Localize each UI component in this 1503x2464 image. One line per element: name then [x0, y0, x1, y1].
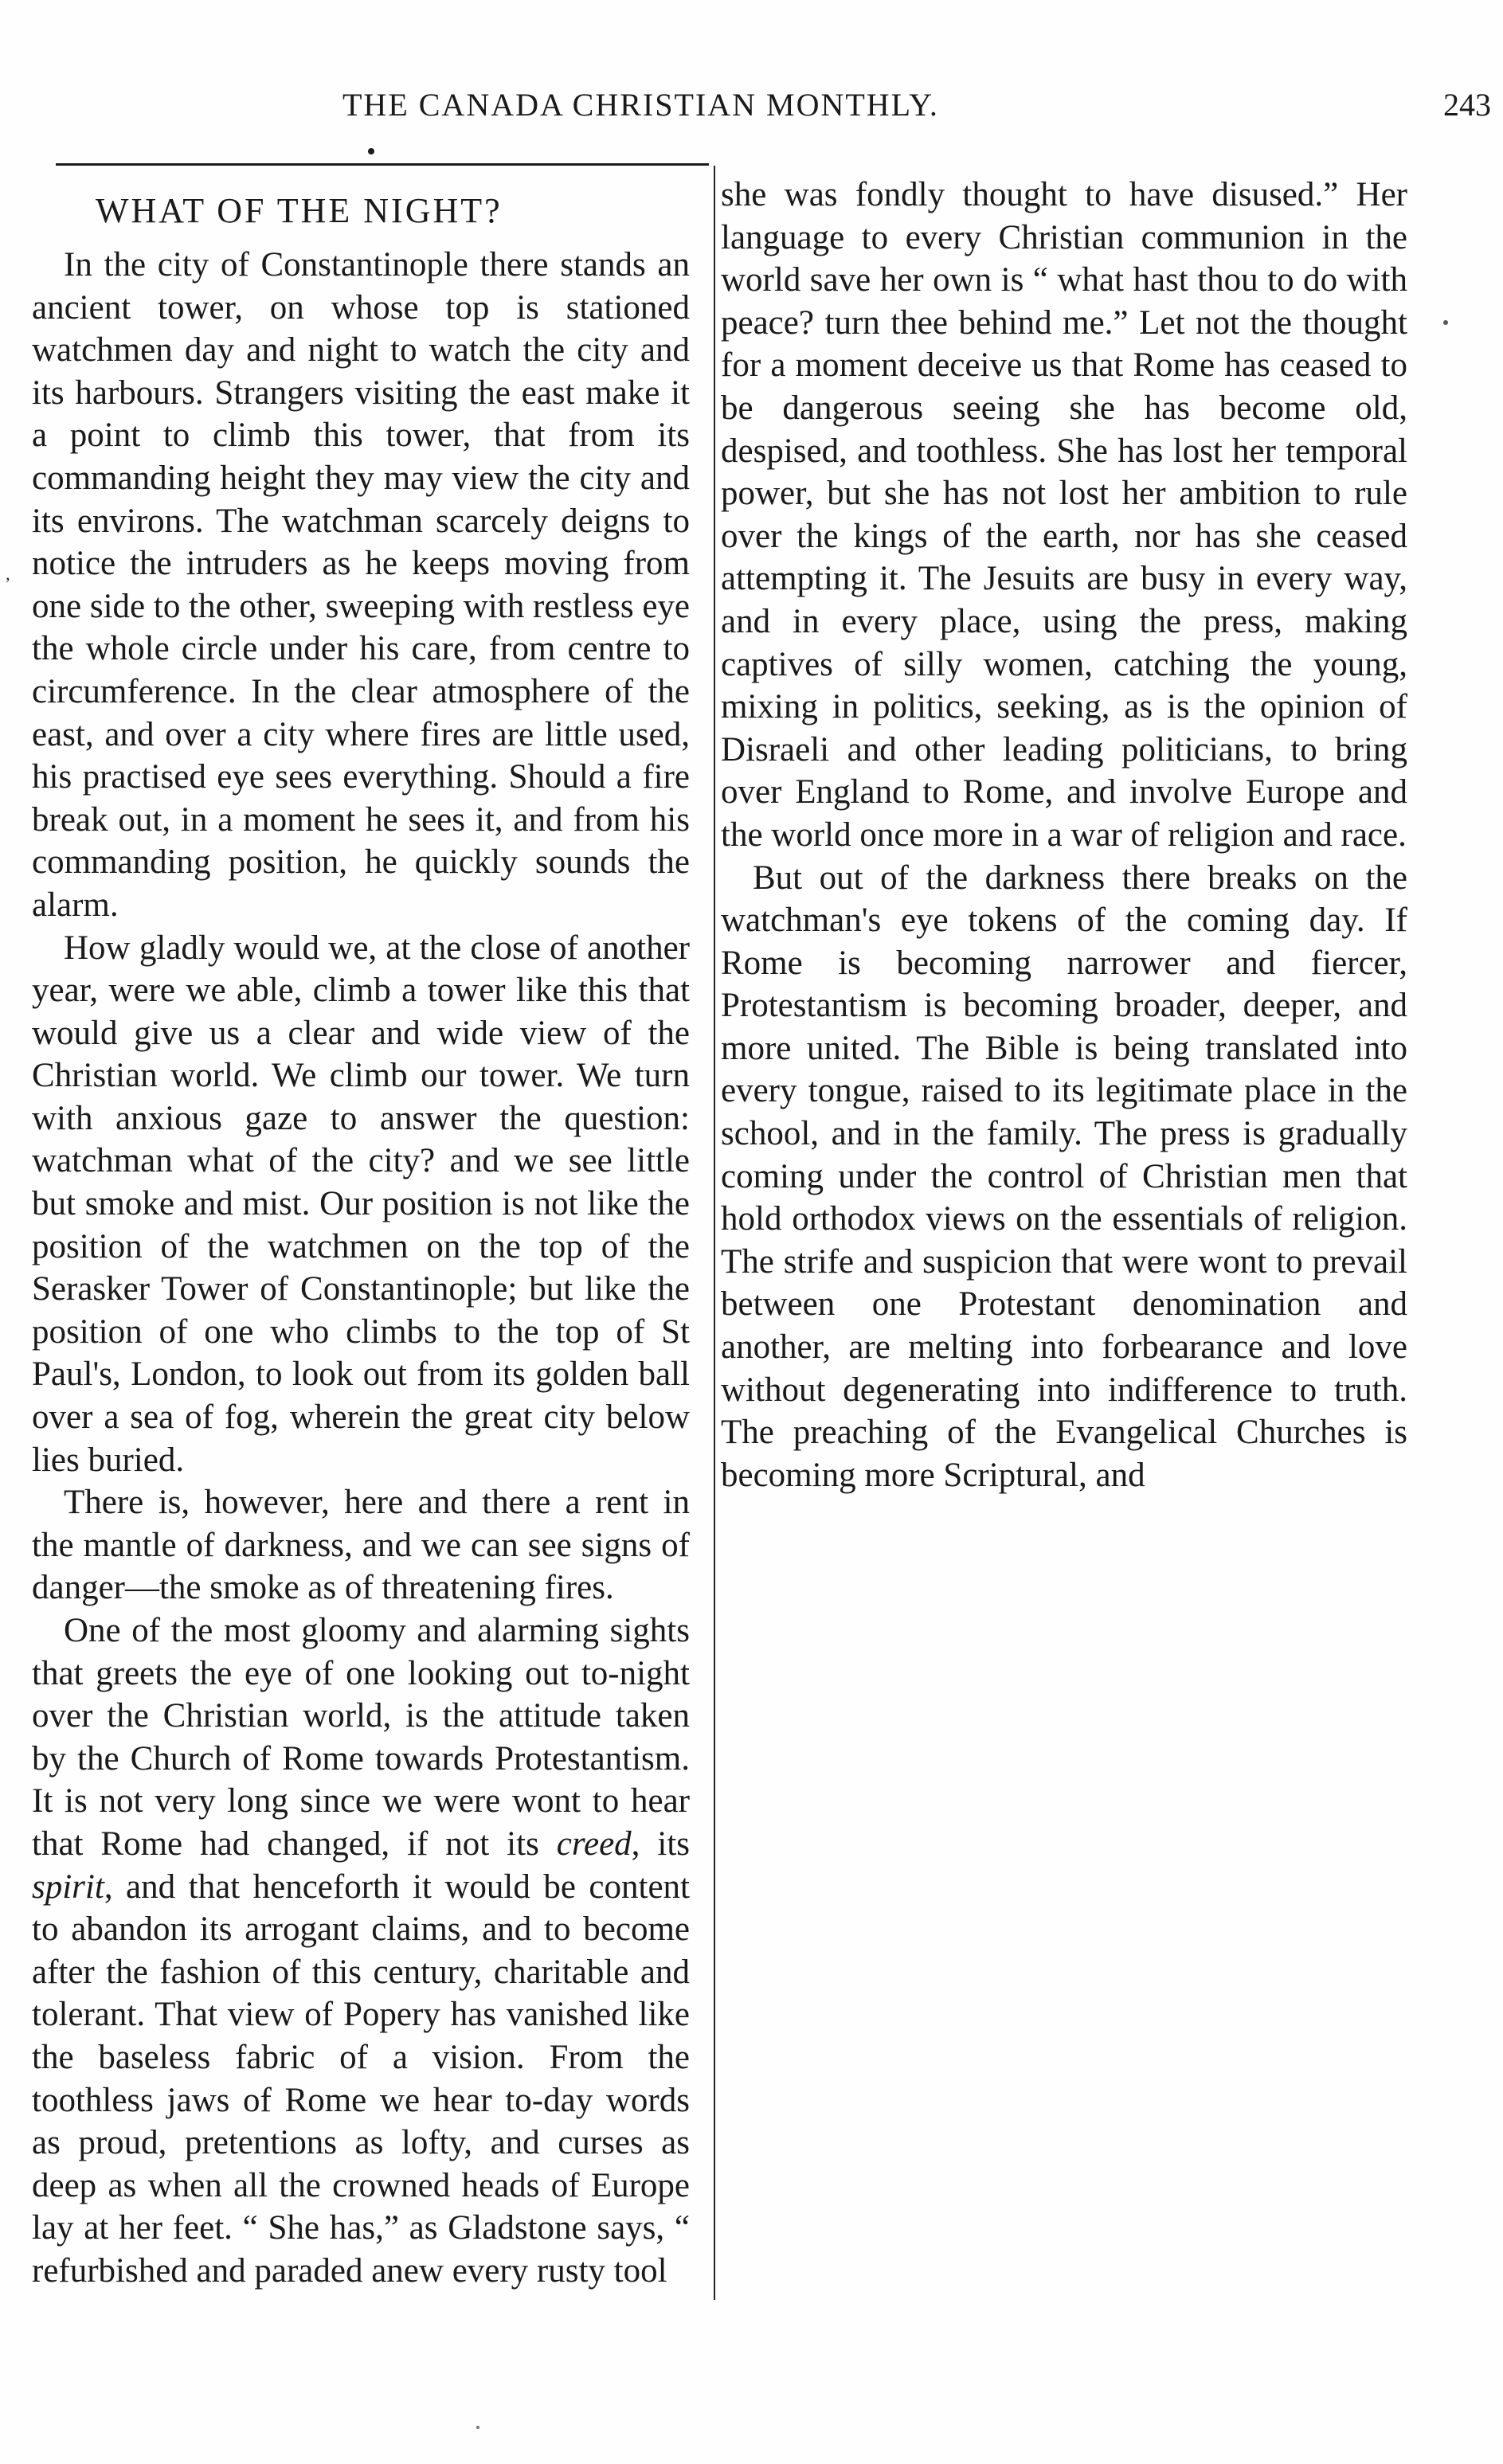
running-title: THE CANADA CHRISTIAN MONTHLY.	[342, 87, 939, 123]
margin-mark: ’	[5, 573, 11, 593]
paragraph-4-start	[32, 1609, 690, 2293]
paragraph-4-text: , its	[631, 1825, 690, 1863]
article-title: WHAT OF THE NIGHT?	[96, 191, 503, 230]
header-ornament-dot	[368, 148, 374, 154]
paragraph-5: But out of the darkness there breaks on the watchman's eye tokens of the coming day. If Rome is becoming narrower and fiercer, Protestantism is becoming broader, deeper, and more united. The Bible is being translated into every tongue, raised to its legitimate place in the school, and in the family. The press is gradually coming under the control of Christian men that hold orthodox views on the essentials of religion. The strife and suspicion that were wont to prevail between one Protestant denomination and another, are melting into forbearance and love without degenerating into indifference to truth. The preaching of the Evangelical Churches is becoming more Scriptural, and	[721, 858, 1407, 1494]
speck-mark	[476, 2426, 479, 2429]
page-number: 243	[1443, 87, 1491, 123]
paragraph-4-text: , and that henceforth it would be content to abandon its arrogant claims, and to become after the fashion of this century, charitable and tolerant. That view of Popery has vanished like the baseless fabric of a vision. From the toothless jaws of Rome we hear to-day words as proud, pretentions as lofty, and curses as deep as when all the crowned heads of Europe lay at her feet. “ She has,” as Gladstone says, “ refurbished and paraded anew every rusty tool	[32, 1868, 690, 2290]
paragraph-2: How gladly would we, at the close of another year, were we able, climb a tower like this that would give us a clear and wide view of the Christian world. We climb our tower. We turn with anxious gaze to answer the question: watchman what of the city? and we see little but smoke and mist. Our position is not like the position of the watchmen on the top of the Serasker Tower of Constantinople; but like the position of one who climbs to the top of St Paul's, London, to look out from its golden ball over a sea of fog, wherein the great city below lies buried.	[32, 929, 690, 1479]
paragraph-4-text: One of the most gloomy and alarming sights that greets the eye of one looking out to-night over the Christian world, is the attitude taken by the Church of Rome towards Protestantism. It is not very long since we were wont to hear that Rome had changed, if not its	[32, 1612, 690, 1863]
column-divider	[714, 166, 715, 2300]
paragraph-4-text: she was fondly thought to have disused.” Her language to every Christian communion in the world save her own is “ what hast thou to do with peace? turn thee behind me.” Let not the thought for a moment deceive us that Rome has ceased to be dangerous seeing she has become old, despised, and toothless. She has lost her temporal power, but she has not lost her ambition to rule over the kings of the earth, nor has she ceased attempting it. The Jesuits are busy in every way, and in every place, using the press, making captives of silly women, catching the young, mixing in politics, seeking, as is the opinion of Disraeli and other leading politicians, to bring over England to Rome, and involve Europe and the world once more in a war of religion and race.	[721, 176, 1407, 854]
speck-mark	[1443, 320, 1448, 325]
paragraph-1: In the city of Constantinople there stands an ancient tower, on whose top is stationed watchmen day and night to watch the city and its harbours. Strangers visiting the east make it a point to climb this tower, that from its commanding height they may view the city and its environs. The watchman scarcely deigns to notice the intruders as he keeps moving from one side to the other, sweeping with restless eye the whole circle under his care, from centre to circumference. In the clear atmosphere of the east, and over a city where fires are little used, his practised eye sees everything. Should a fire break out, in a moment he sees it, and from his commanding position, he quickly sounds the alarm.	[32, 246, 690, 924]
paragraph-4-continued	[721, 174, 1407, 857]
emphasis-creed: creed	[556, 1825, 632, 1863]
right-column	[721, 174, 1407, 1496]
left-column	[32, 174, 690, 2293]
header-rule	[56, 163, 709, 166]
emphasis-spirit: spirit	[32, 1868, 104, 1906]
paragraph-3: There is, however, here and there a rent in the mantle of darkness, and we can see signs of danger—the smoke as of threatening fires.	[32, 1484, 690, 1607]
